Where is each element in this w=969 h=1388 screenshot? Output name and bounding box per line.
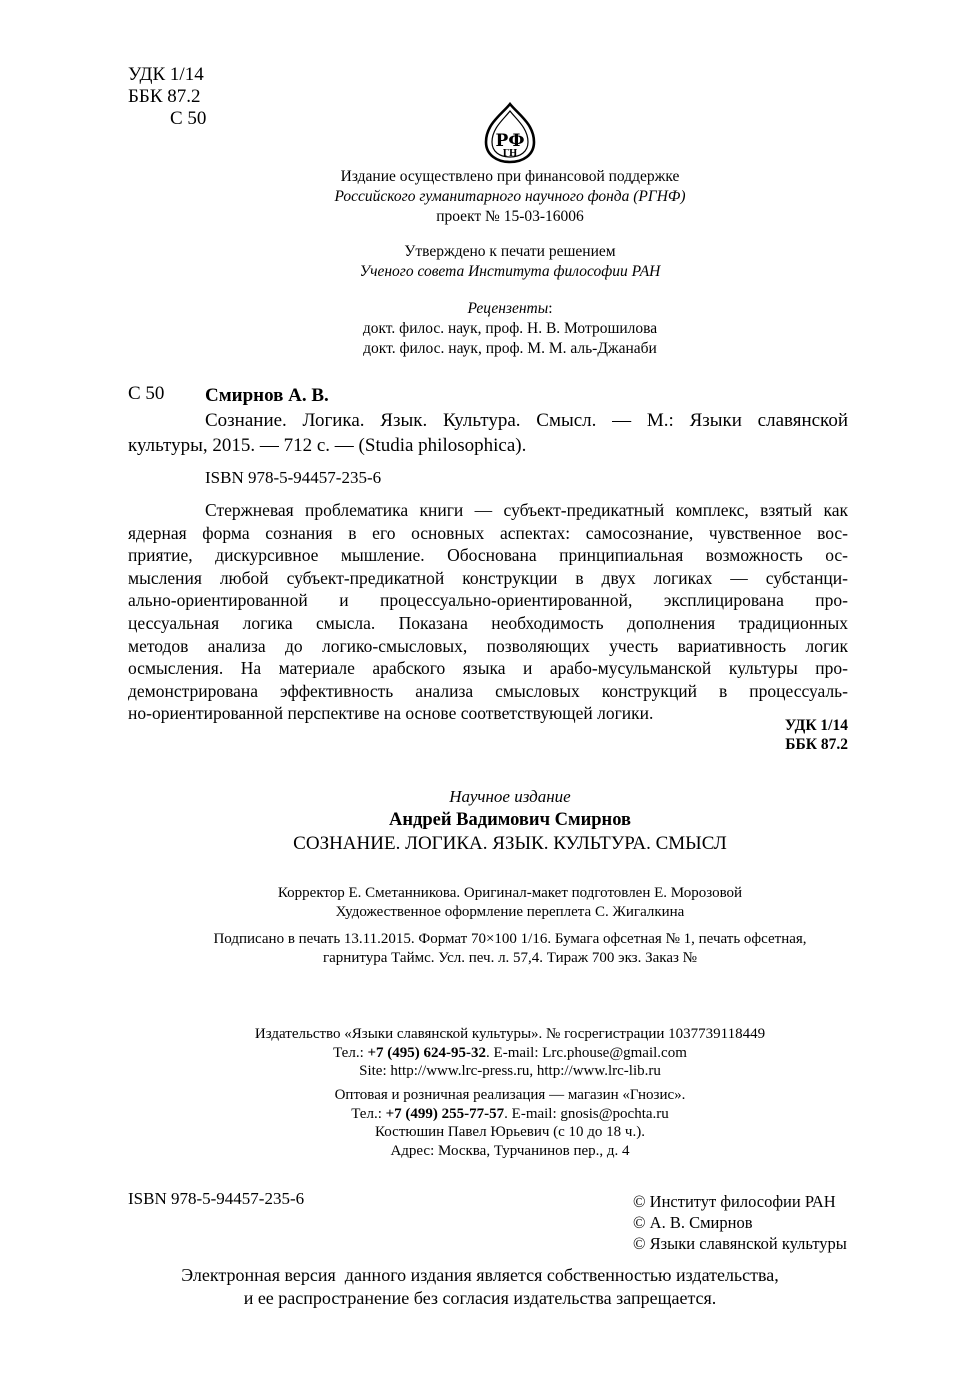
abstract-line: ально-ориентированной и процессуально-ориентированной, эксплицирована про- [128, 590, 848, 611]
retail-shop: Оптовая и розничная реализация — магазин «Гнозис». [334, 1087, 686, 1103]
copyright-item: © А. В. Смирнов [633, 1213, 753, 1232]
retail-address: Адрес: Москва, Турчанинов пер., д. 4 [390, 1142, 630, 1159]
biblio-title-line: Сознание. Логика. Язык. Культура. Смысл. — М.: Языки славянской [205, 410, 848, 431]
staff-credits [150, 884, 870, 922]
classification-codes [128, 64, 206, 130]
edition-block [100, 786, 920, 856]
abstract-line: осмысления. На материале арабского языка и арабо-мусульманской культуры про- [128, 658, 848, 679]
abstract-bbk: ББК 87.2 [785, 736, 848, 753]
author-mark: С 50 [170, 108, 207, 129]
publisher-name: Издательство «Языки славянской культуры». № госрегистрации 1037739118449 [254, 1026, 766, 1042]
abstract-line: цессуальная логика смысла. Показана необходимость дополнения традиционных [128, 612, 848, 633]
notice-line: Электронная версия данного издания является собственностью издательства, [181, 1265, 779, 1285]
abstract-line: демонстрирована эффективность анализа смысловых конструкций в процессуаль- [128, 680, 848, 701]
abstract-line: но-ориентированной перспективе на основе соответствующей логики. [128, 703, 654, 724]
print-line: гарнитура Таймс. Усл. печ. л. 57,4. Тираж 700 экз. Заказ № [323, 950, 697, 966]
abstract-line: приятие, дискурсивное мышление. Обоснована принципиальная возможность ос- [128, 545, 848, 566]
funding-note [200, 167, 820, 227]
edition-title: СОЗНАНИЕ. ЛОГИКА. ЯЗЫК. КУЛЬТУРА. СМЫСЛ [293, 833, 727, 854]
abstract-line: Стержневая проблематика книги — субъект-предикатный комплекс, взятый как [205, 500, 848, 520]
copyright-notice [100, 1264, 860, 1310]
reviewer-item: докт. филос. наук, проф. Н. В. Мотрошилова [362, 320, 658, 337]
copyright-item: © Языки славянской культуры [633, 1234, 847, 1253]
abstract-udk: УДК 1/14 [784, 717, 848, 734]
print-line: Подписано в печать 13.11.2015. Формат 70×100 1/16. Бумага офсетная № 1, печать офсетная, [213, 931, 807, 947]
publisher-phone-label: Тел.: [333, 1044, 368, 1061]
publisher-info [150, 1025, 870, 1081]
biblio-author: Смирнов А. В. [205, 385, 329, 406]
funding-project: проект № 15-03-16006 [436, 208, 584, 225]
copyrights [633, 1191, 847, 1254]
reviewers-heading: Рецензенты [467, 300, 549, 317]
retail-phone-label: Тел.: [351, 1105, 386, 1122]
approval-council: Ученого совета Института философии РАН [359, 263, 661, 280]
funding-foundation: Российского гуманитарного научного фонда (РГНФ) [334, 188, 686, 205]
abstract-codes [785, 716, 848, 754]
udk-code: УДК 1/14 [128, 64, 204, 85]
biblio-mark: С 50 [128, 383, 165, 404]
reviewers-colon: : [548, 300, 553, 317]
copyright-item: © Институт философии РАН [633, 1192, 836, 1211]
abstract [128, 499, 848, 725]
abstract-line: методов анализа до логико-смысловых, позволяющих учесть вариативность логик [128, 635, 848, 656]
svg-text:ГН: ГН [502, 149, 518, 159]
reviewers [200, 299, 820, 359]
edition-type: Научное издание [449, 787, 571, 806]
biblio-title-line: культуры, 2015. — 712 с. — (Studia philosophica). [128, 435, 527, 456]
retail-phone[interactable]: +7 (499) 255-77-57 [385, 1105, 505, 1122]
isbn-bottom: ISBN 978-5-94457-235-6 [128, 1189, 305, 1208]
funding-line: Издание осуществлено при финансовой поддержке [340, 168, 680, 185]
print-details [150, 930, 870, 968]
staff-line: Корректор Е. Сметанникова. Оригинал-макет подготовлен Е. Морозовой [277, 885, 743, 901]
retail-contact: Костюшин Павел Юрьевич (с 10 до 18 ч.). [375, 1124, 645, 1140]
approval-note [200, 242, 820, 282]
abstract-line: ядерная форма сознания в его основных аспектах: самосознание, чувственное вос- [128, 522, 848, 543]
bbk-code: ББК 87.2 [128, 86, 201, 107]
rgnf-logo-icon [482, 102, 538, 164]
abstract-line: мысления любой субъект-предикатной конструкции в двух логиках — субстанци- [128, 567, 848, 588]
staff-line: Художественное оформление переплета С. Жигалкина [335, 904, 685, 920]
reviewer-item: докт. филос. наук, проф. М. М. аль-Джанаби [363, 340, 657, 357]
edition-author: Андрей Вадимович Смирнов [389, 810, 631, 830]
svg-text:РФ: РФ [495, 131, 525, 151]
publisher-site[interactable]: Site: http://www.lrc-press.ru, http://www.lrc-lib.ru [359, 1063, 661, 1079]
isbn-top: ISBN 978-5-94457-235-6 [205, 468, 382, 487]
notice-line: и ее распространение без согласия издательства запрещается. [243, 1288, 717, 1308]
retail-info [150, 1086, 870, 1160]
publisher-email[interactable]: . E-mail: Lrc.phouse@gmail.com [486, 1044, 687, 1061]
publisher-phone[interactable]: +7 (495) 624-95-32 [367, 1044, 487, 1061]
approval-line: Утверждено к печати решением [404, 243, 616, 260]
retail-email[interactable]: . E-mail: gnosis@pochta.ru [504, 1105, 669, 1122]
